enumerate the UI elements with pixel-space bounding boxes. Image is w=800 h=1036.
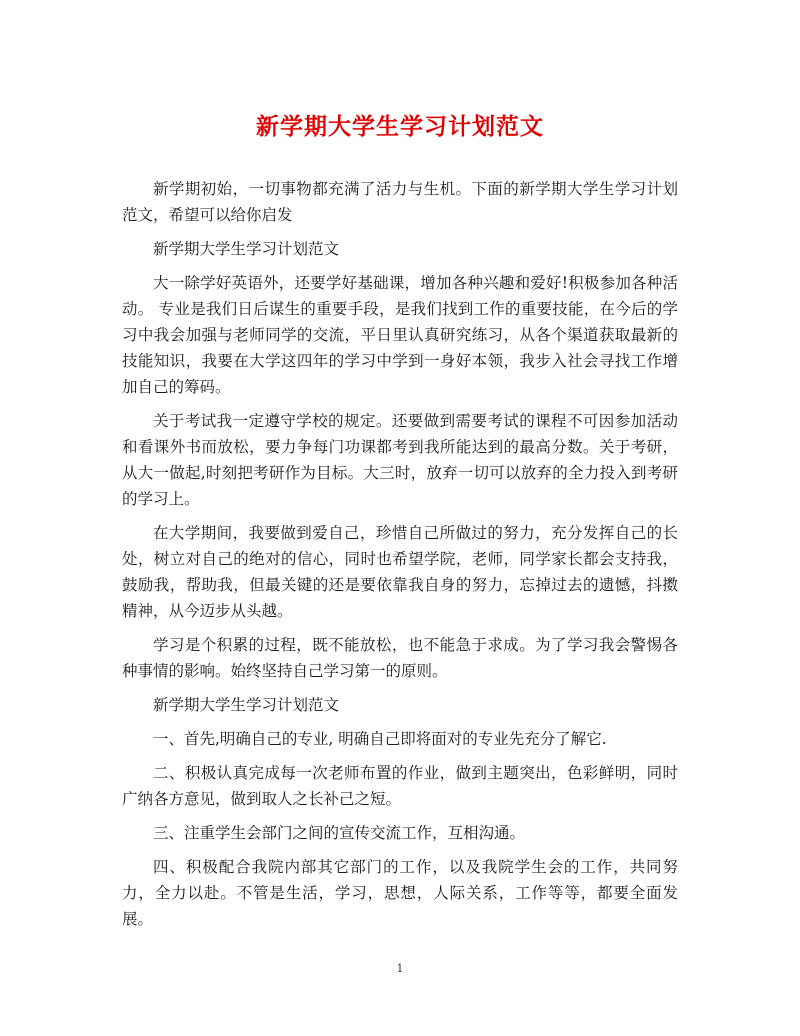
list-item: 三、注重学生会部门之间的宣传交流工作，互相沟通。 [153, 824, 526, 842]
page-number: 1 [396, 962, 404, 975]
paragraph: 关于考试我一定遵守学校的规定。还要做到需要考试的课程不可因参加活动和看课外书而放松，要力争每门功课都考到我所能达到的最高分数。关于考研，从大一做起,时刻把考研作为目标。大三时，放弃一切可以放弃的全力投入到考研的学习上。 [122, 412, 678, 508]
document-body [122, 176, 678, 940]
list-item: 四、积极配合我院内部其它部门的工作，以及我院学生会的工作，共同努力，全力以赴。不管是生活，学习，思想，人际关系，工作等等，都要全面发展。 [122, 858, 678, 928]
list-item: 一、首先,明确自己的专业, 明确自己即将面对的专业先充分了解它. [153, 730, 607, 748]
paragraph-intro: 新学期初始，一切事物都充满了活力与生机。下面的新学期大学生学习计划范文，希望可以给你启发 [122, 180, 678, 224]
list-item: 二、积极认真完成每一次老师布置的作业，做到主题突出，色彩鲜明，同时广纳各方意见，做到取人之长补己之短。 [122, 764, 678, 808]
section-heading: 新学期大学生学习计划范文 [153, 240, 340, 258]
section-heading: 新学期大学生学习计划范文 [153, 696, 340, 714]
paragraph: 大一除学好英语外，还要学好基础课，增加各种兴趣和爱好!积极参加各种活动。 专业是我们日后谋生的重要手段，是我们找到工作的重要技能，在今后的学习中我会加强与老师同学的交流，平日里认真研究练习，从各个渠道获取最新的技能知识，我要在大学这四年的学习中学到一身好本领，我步入社会寻找工作增加自己的筹码。 [122, 274, 678, 396]
paragraph: 在大学期间，我要做到爱自己，珍惜自己所做过的努力，充分发挥自己的长处，树立对自己的绝对的信心，同时也希望学院，老师，同学家长都会支持我，鼓励我，帮助我，但最关键的还是要依靠我自身的努力，忘掉过去的遗憾，抖擞精神，从今迈步从头越。 [122, 524, 678, 620]
document-title: 新学期大学生学习计划范文 [256, 113, 544, 140]
paragraph: 学习是个积累的过程，既不能放松，也不能急于求成。为了学习我会警惕各种事情的影响。始终坚持自己学习第一的原则。 [122, 636, 678, 680]
